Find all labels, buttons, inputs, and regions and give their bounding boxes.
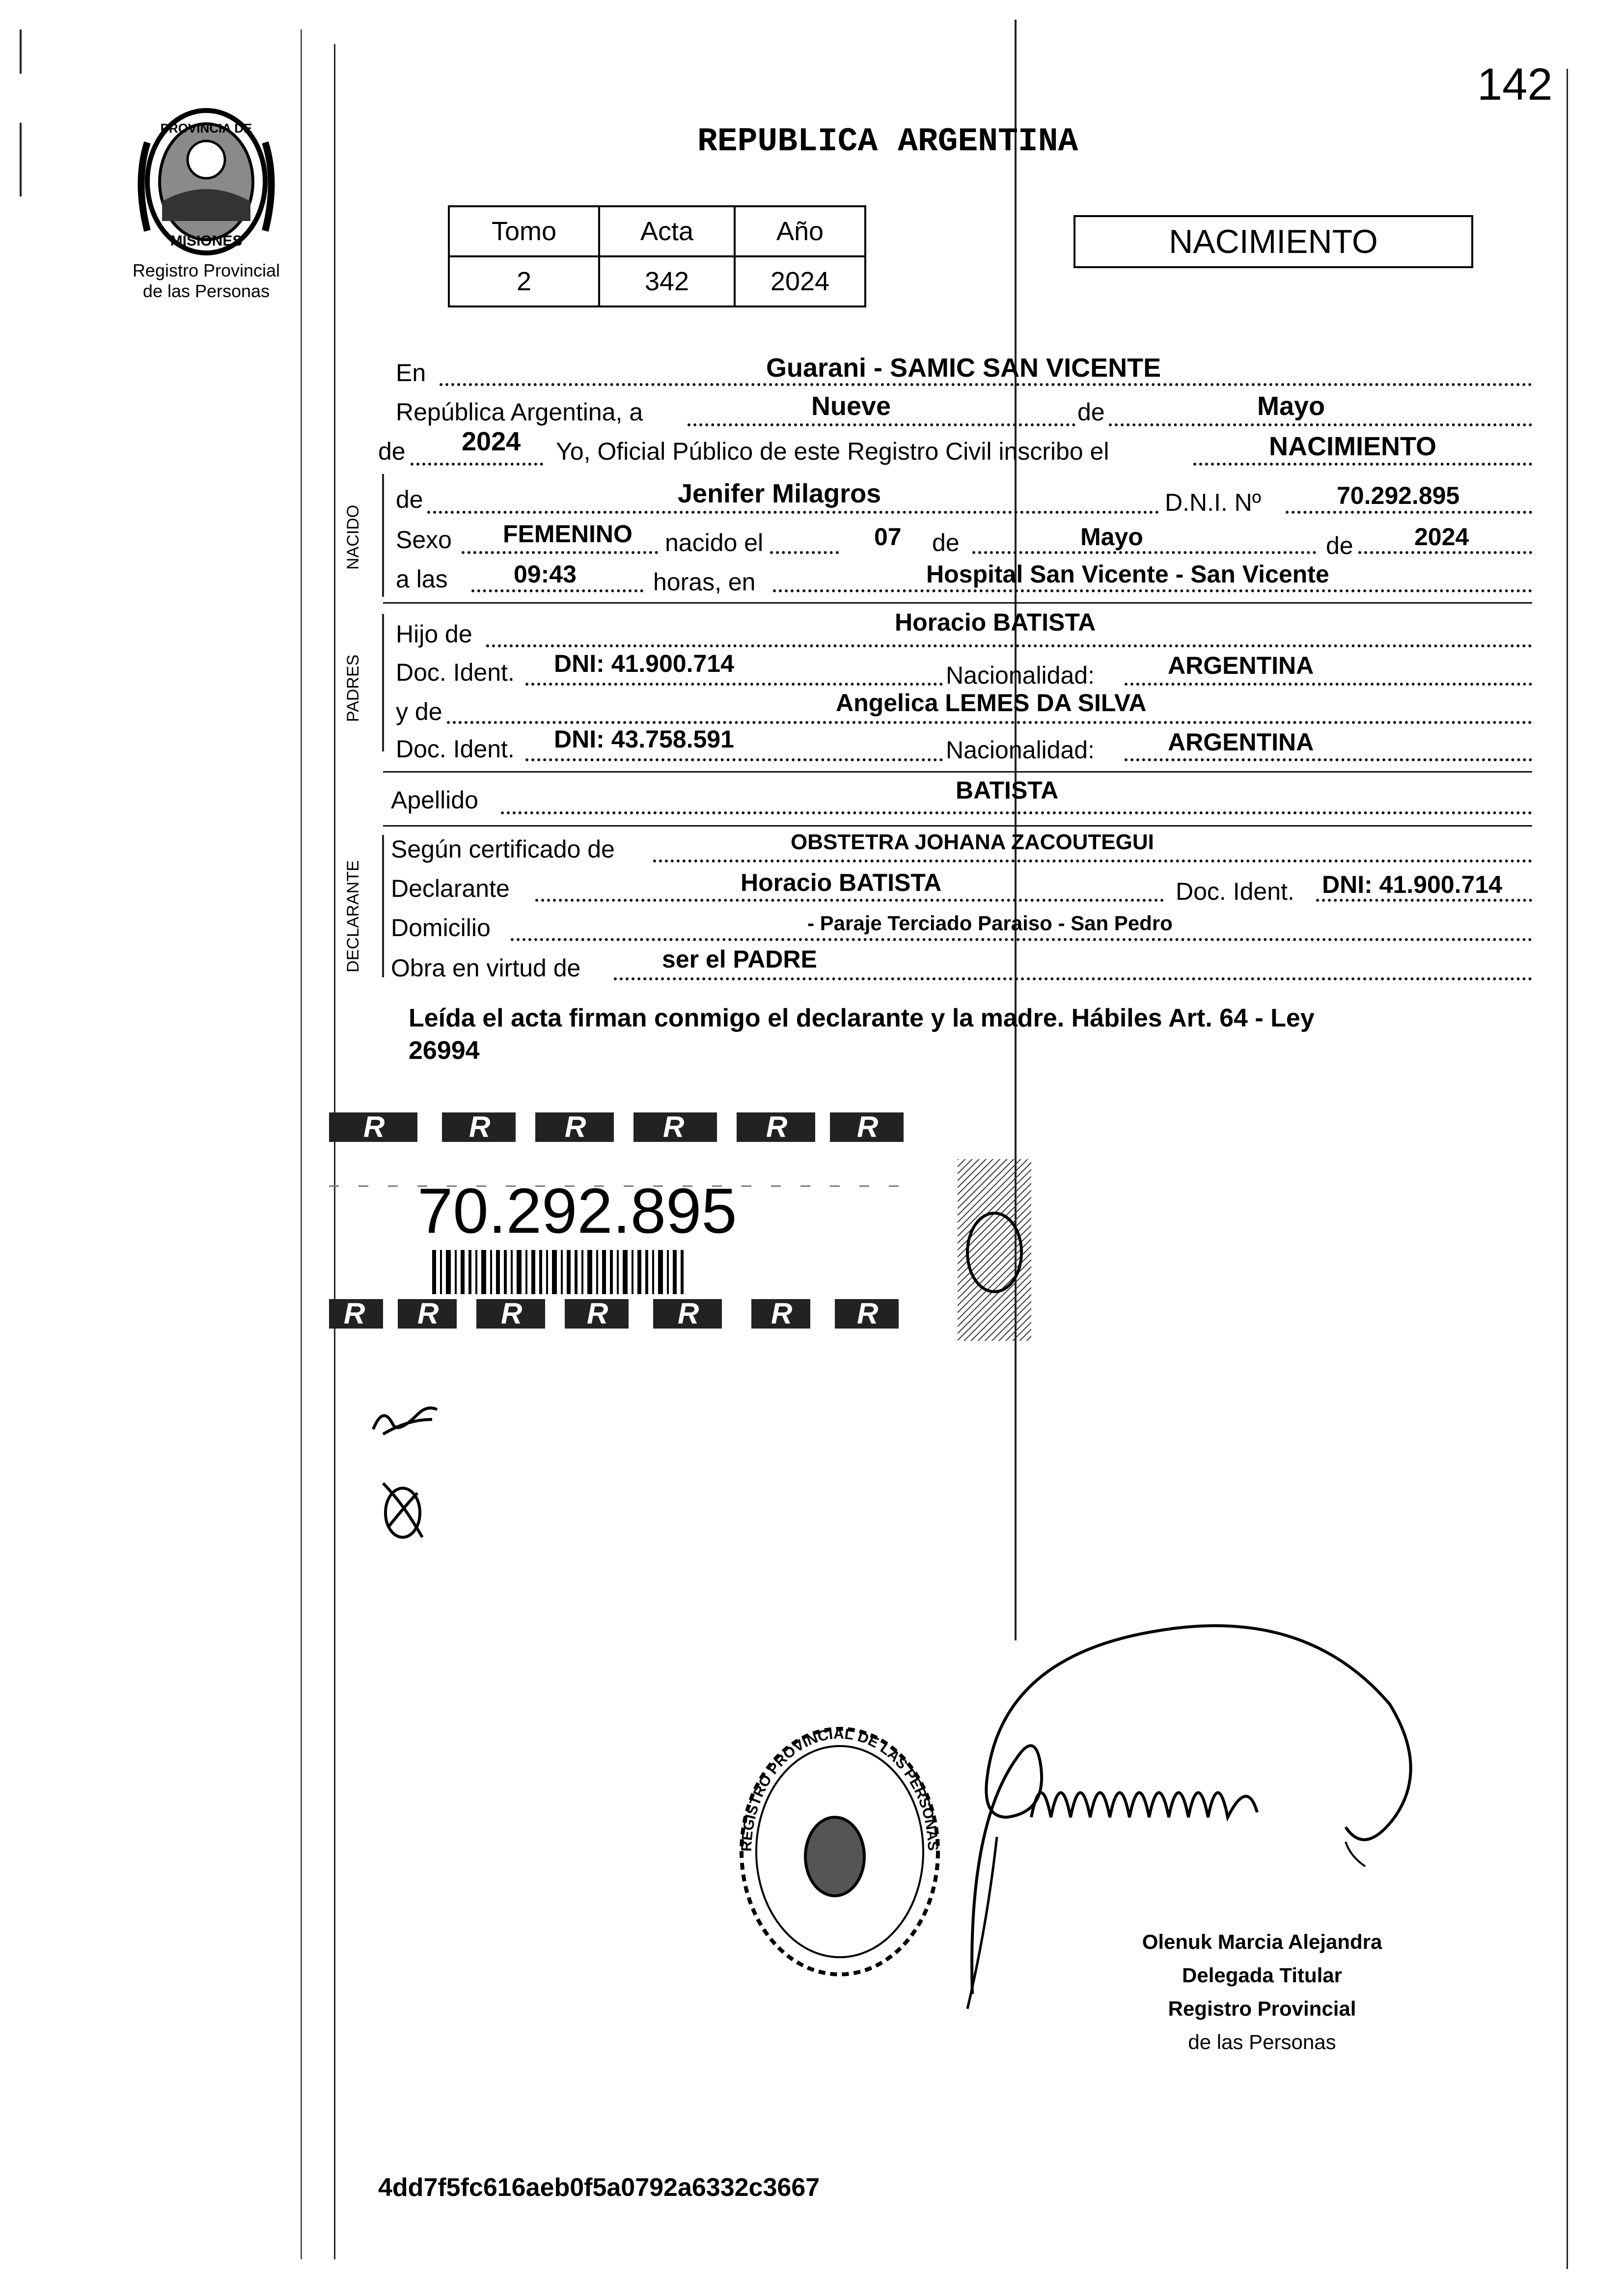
value-apellido: BATISTA (956, 776, 1059, 804)
dotted-line (1125, 683, 1532, 686)
logo-caption (113, 260, 300, 302)
margin-line (20, 29, 22, 74)
table-header: Tomo (449, 206, 599, 256)
signer-name: Olenuk Marcia Alejandra (1142, 1930, 1382, 1953)
label-sexo: Sexo (396, 526, 452, 554)
table-cell: 2 (449, 256, 599, 306)
dotted-line (1125, 758, 1532, 761)
svg-text:PROVINCIA DE: PROVINCIA DE (160, 121, 252, 136)
value-padre-doc: DNI: 41.900.714 (554, 650, 734, 677)
svg-text:R: R (678, 1297, 699, 1330)
dotted-line (486, 644, 1532, 647)
label-doc-ident: Doc. Ident. (396, 735, 515, 763)
section-label-nacido: NACIDO (344, 504, 362, 570)
svg-text:R: R (363, 1110, 385, 1143)
label-dni: D.N.I. Nº (1165, 489, 1262, 516)
page-number: 142 (1477, 59, 1553, 110)
section-bracket (382, 474, 384, 597)
value-lugar: Guarani - SAMIC SAN VICENTE (766, 353, 1161, 383)
value-mes: Mayo (1257, 391, 1325, 421)
label-declarante: Declarante (391, 875, 510, 902)
svg-text:R: R (501, 1297, 523, 1330)
value-certificado: OBSTETRA JOHANA ZACOUTEGUI (791, 830, 1154, 854)
value-declarante-doc: DNI: 41.900.714 (1322, 871, 1502, 898)
table-header: Año (735, 206, 865, 256)
value-nombre: Jenifer Milagros (678, 479, 881, 508)
svg-text:R: R (857, 1110, 879, 1143)
margin-line (20, 123, 22, 196)
dotted-line (440, 383, 1532, 386)
section-label-declarante: DECLARANTE (344, 860, 362, 972)
dotted-line (427, 511, 1159, 514)
value-anio: 2024 (462, 427, 521, 456)
value-nac-dia: 07 (874, 523, 902, 551)
dotted-line (1316, 899, 1532, 902)
svg-text:REGISTRO PROVINCIAL DE LAS PER: REGISTRO PROVINCIAL DE LAS PERSONAS (738, 1725, 941, 1852)
dotted-line (1193, 463, 1532, 466)
closing-line: 26994 (409, 1036, 480, 1065)
value-padre-nac: ARGENTINA (1168, 652, 1314, 679)
value-virtud: ser el PADRE (662, 945, 817, 973)
svg-text:R: R (587, 1297, 608, 1330)
margin-line (301, 29, 302, 2259)
value-dia: Nueve (811, 391, 891, 421)
value-domicilio: - Paraje Terciado Paraiso - San Pedro (807, 912, 1173, 935)
logo-caption-line: Registro Provincial (132, 260, 280, 280)
dotted-line (773, 589, 1532, 592)
dotted-line (770, 551, 839, 554)
right-border-line (1567, 69, 1568, 2269)
dotted-line (525, 683, 943, 686)
dotted-line (411, 463, 543, 466)
misiones-shield-icon (133, 103, 280, 260)
label-apellido: Apellido (391, 786, 478, 814)
page-title: REPUBLICA ARGENTINA (697, 123, 1078, 161)
svg-text:R: R (857, 1297, 879, 1330)
label-hijo-de: Hijo de (396, 620, 472, 648)
label-nacionalidad: Nacionalidad: (946, 662, 1095, 689)
table-cell: 342 (599, 256, 735, 306)
value-nac-mes: Mayo (1080, 523, 1143, 551)
closing-text (409, 1002, 1315, 1067)
svg-text:R: R (663, 1110, 685, 1143)
registry-table (448, 205, 866, 307)
label-horas-en: horas, en (653, 568, 756, 596)
dotted-line (1358, 551, 1532, 554)
dotted-line (462, 551, 658, 554)
signer-office: Registro Provincial (1168, 1997, 1356, 2020)
dotted-line (653, 860, 1532, 862)
table-header: Acta (599, 206, 735, 256)
value-hora: 09:43 (514, 560, 577, 588)
label-doc-ident: Doc. Ident. (1176, 878, 1294, 905)
label-de: de (396, 486, 423, 513)
document-hash: 4dd7f5fc616aeb0f5a0792a6332c3667 (378, 2173, 820, 2202)
closing-line: Leída el acta firman conmigo el declarante y la madre. Hábiles Art. 64 - Ley (409, 1004, 1315, 1032)
dotted-line (501, 811, 1532, 814)
label-en: En (396, 359, 426, 387)
label-y-de: y de (396, 698, 442, 725)
province-logo (133, 103, 280, 260)
section-bracket (382, 614, 384, 751)
signature-block (1061, 1925, 1463, 2059)
table-cell: 2024 (735, 256, 865, 306)
label-a-las: a las (396, 565, 448, 593)
svg-text:R: R (766, 1110, 788, 1143)
label-nacionalidad: Nacionalidad: (946, 736, 1095, 764)
section-separator (383, 602, 1532, 604)
value-madre-nac: ARGENTINA (1168, 728, 1314, 756)
value-declarante: Horacio BATISTA (741, 869, 942, 896)
label-nacido-el: nacido el (665, 529, 764, 556)
section-label-padres: PADRES (344, 654, 362, 722)
dotted-line (511, 938, 1532, 941)
id-sticker (319, 1098, 913, 1343)
dotted-line (1109, 423, 1532, 426)
signer-role: Delegada Titular (1182, 1964, 1342, 1987)
svg-text:MISIONES: MISIONES (170, 233, 243, 249)
label-segun: Según certificado de (391, 835, 615, 863)
svg-text:R: R (771, 1297, 793, 1330)
label-yo-oficial: Yo, Oficial Público de este Registro Civil inscribo el (556, 438, 1109, 465)
value-sexo: FEMENINO (503, 520, 633, 548)
svg-text:R: R (417, 1297, 439, 1330)
initials-mark (363, 1395, 442, 1444)
label-domicilio: Domicilio (391, 914, 491, 942)
section-bracket (382, 835, 384, 977)
dotted-line (471, 589, 643, 592)
value-tipo: NACIMIENTO (1269, 432, 1437, 461)
svg-text:R: R (469, 1110, 491, 1143)
signer-office: de las Personas (1188, 2030, 1336, 2053)
sticker-number: 70.292.895 (417, 1175, 737, 1247)
dotted-line (1286, 511, 1532, 514)
value-padre: Horacio BATISTA (895, 609, 1096, 636)
label-de: de (932, 529, 960, 556)
section-separator (383, 825, 1532, 827)
label-doc-ident: Doc. Ident. (396, 659, 515, 686)
label-obra: Obra en virtud de (391, 954, 581, 982)
section-separator (383, 771, 1532, 773)
dotted-line (525, 758, 943, 761)
value-madre: Angelica LEMES DA SILVA (836, 689, 1147, 717)
label-de: de (1077, 398, 1105, 426)
dotted-line (972, 551, 1316, 554)
label-de: de (378, 438, 406, 465)
value-dni: 70.292.895 (1337, 482, 1460, 509)
dotted-line (535, 899, 1164, 902)
record-type-box: NACIMIENTO (1073, 215, 1473, 268)
value-lugar-nac: Hospital San Vicente - San Vicente (926, 560, 1329, 588)
hologram-icon (958, 1159, 1031, 1341)
official-seal (722, 1724, 958, 1979)
label-de: de (1326, 532, 1353, 559)
dotted-line (688, 423, 1075, 426)
dotted-line (447, 721, 1532, 724)
logo-caption-line: de las Personas (142, 281, 270, 301)
value-madre-doc: DNI: 43.758.591 (554, 725, 734, 753)
svg-text:R: R (565, 1110, 586, 1143)
initials-mark (373, 1473, 432, 1547)
label-republica: República Argentina, a (396, 398, 643, 426)
value-nac-anio: 2024 (1414, 523, 1469, 551)
svg-text:R: R (344, 1297, 365, 1330)
dotted-line (614, 977, 1532, 980)
